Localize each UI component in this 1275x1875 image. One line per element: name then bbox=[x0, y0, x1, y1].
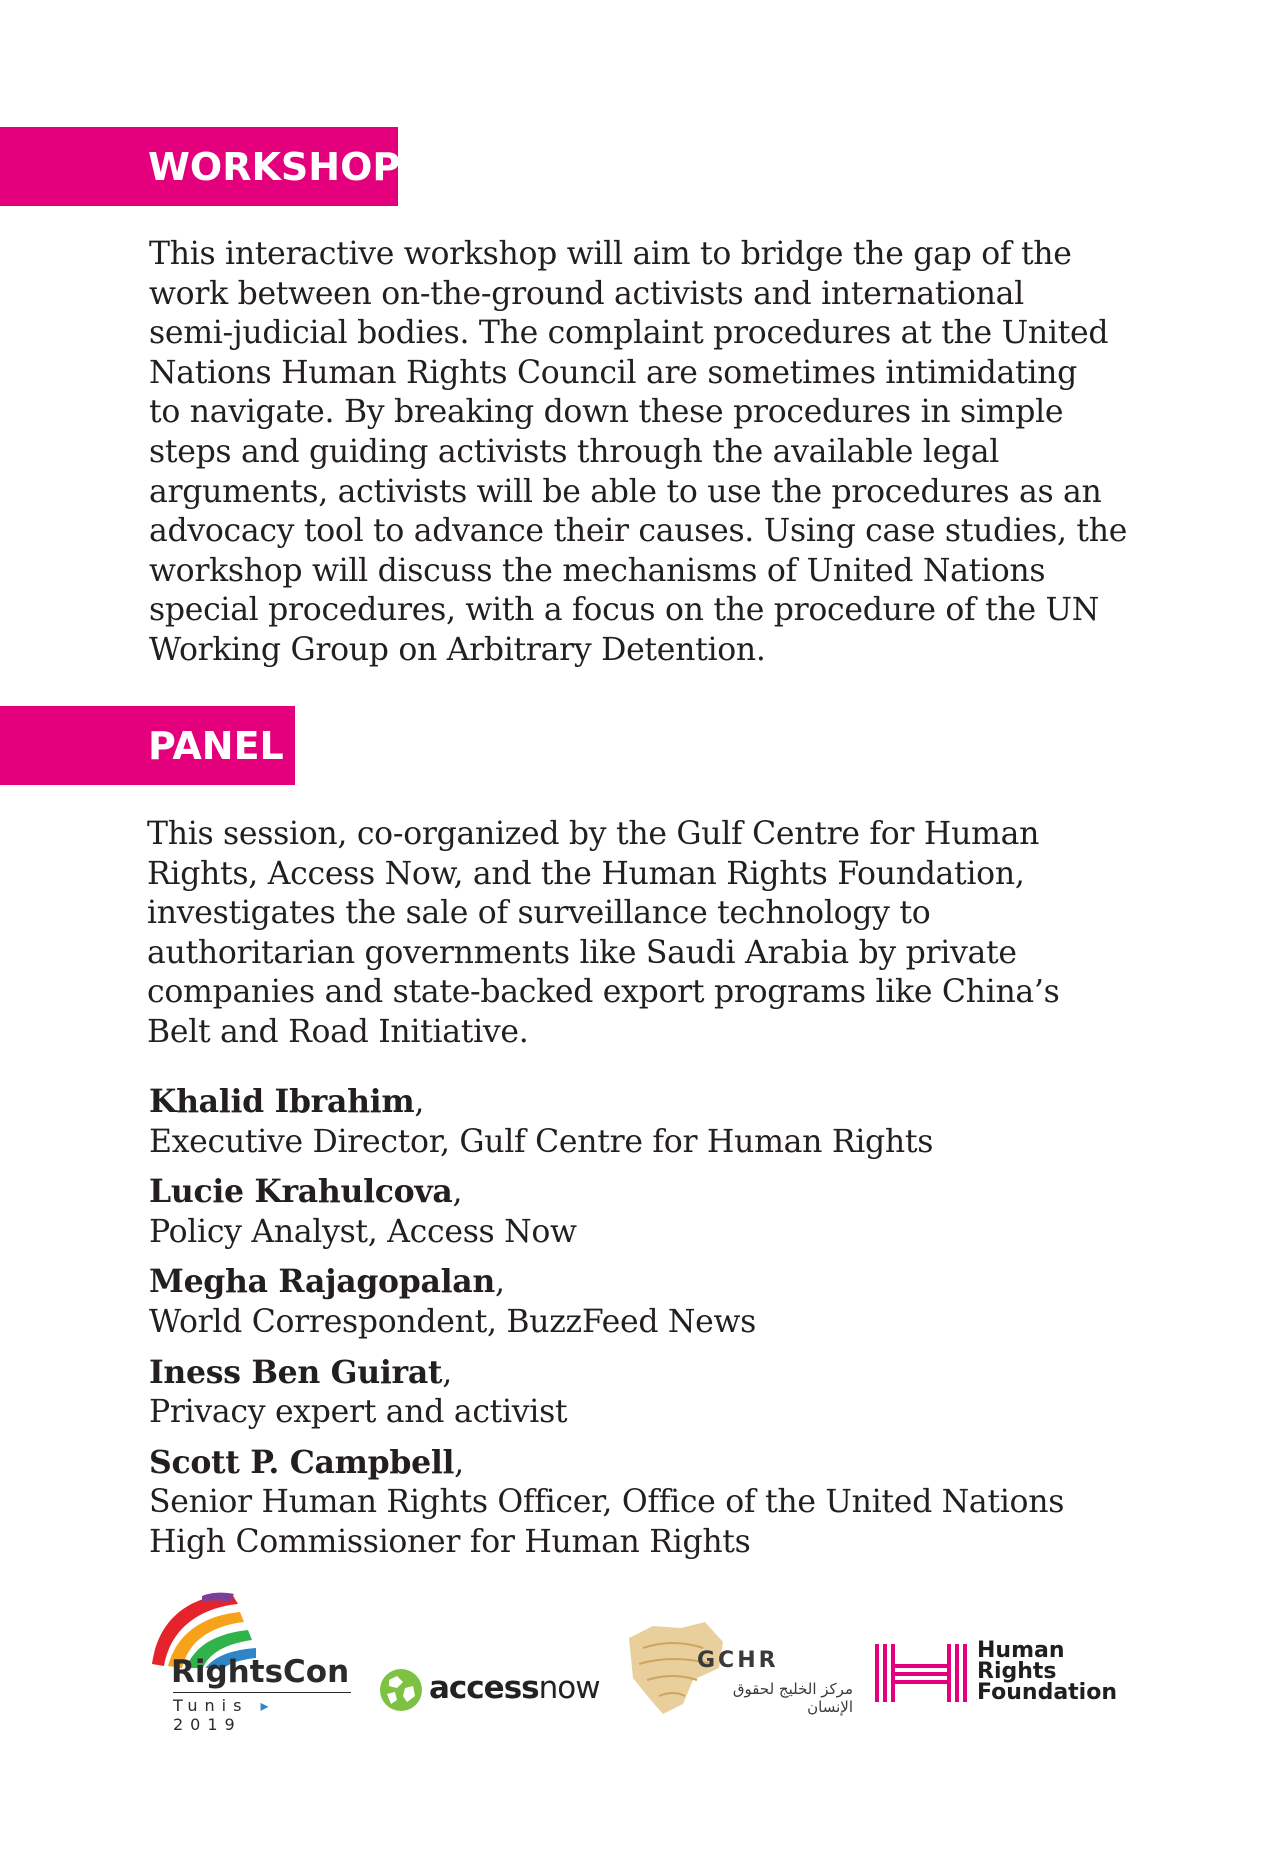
panel-text-line: investigates the sale of surveillance technology to bbox=[147, 895, 931, 932]
panel-text-line: Rights, Access Now, and the Human Rights Foundation, bbox=[147, 855, 1025, 892]
speaker-item: Khalid Ibrahim, Executive Director, Gulf Centre for Human Rights bbox=[149, 1082, 1149, 1162]
speaker-item: Megha Rajagopalan, World Correspondent, BuzzFeed News bbox=[149, 1262, 1149, 1342]
rightscon-wordmark: RightsCon bbox=[171, 1654, 350, 1690]
hrf-word-line: Foundation bbox=[977, 1680, 1118, 1705]
speaker-role: Policy Analyst, Access Now bbox=[149, 1213, 577, 1250]
speaker-item: Scott P. Campbell, Senior Human Rights Officer, Office of the United Nations High Commissioner for Human Rights bbox=[149, 1443, 1149, 1563]
workshop-heading-label: WORKSHOP bbox=[148, 144, 401, 189]
workshop-text-line: advocacy tool to advance their causes. Using case studies, the bbox=[149, 513, 1128, 550]
rightscon-city: Tunis bbox=[173, 1696, 249, 1715]
panel-heading bbox=[0, 706, 295, 785]
hrf-wordmark bbox=[977, 1640, 1117, 1703]
rightscon-subline bbox=[173, 1692, 351, 1734]
accessnow-logo bbox=[379, 1668, 619, 1716]
workshop-text-line: steps and guiding activists through the available legal bbox=[149, 433, 1000, 470]
rightscon-logo bbox=[145, 1590, 355, 1734]
accessnow-wordmark bbox=[429, 1670, 600, 1706]
panel-text-line: authoritarian governments like Saudi Arabia by private bbox=[147, 934, 1017, 971]
workshop-text-line: work between on-the-ground activists and international bbox=[149, 275, 1024, 312]
panel-text-line: companies and state-backed export programs like China’s bbox=[147, 974, 1060, 1011]
speaker-role: High Commissioner for Human Rights bbox=[149, 1523, 751, 1560]
speaker-role: Senior Human Rights Officer, Office of the United Nations bbox=[149, 1484, 1065, 1521]
speaker-list bbox=[149, 1082, 1149, 1573]
gchr-arabic-name: مركز الخليج لحقوق الإنسان bbox=[732, 1680, 853, 1716]
speaker-name: Khalid Ibrahim bbox=[149, 1083, 415, 1120]
accessnow-word-light: now bbox=[538, 1670, 600, 1706]
hrf-logo bbox=[873, 1638, 1133, 1712]
workshop-text-line: This interactive workshop will aim to bridge the gap of the bbox=[149, 236, 1072, 272]
workshop-heading bbox=[0, 127, 401, 206]
workshop-text-line: arguments, activists will be able to use the procedures as an bbox=[149, 473, 1102, 510]
partner-logos bbox=[145, 1590, 1135, 1734]
rightscon-year: 2019 bbox=[173, 1715, 242, 1734]
hrf-word-line: Rights bbox=[977, 1659, 1057, 1684]
accessnow-word-bold: access bbox=[429, 1670, 539, 1706]
speaker-name: Scott P. Campbell bbox=[149, 1443, 455, 1481]
accessnow-globe-icon bbox=[379, 1668, 423, 1712]
panel-text-line: This session, co-organized by the Gulf Centre for Human bbox=[147, 816, 1040, 852]
speaker-role: World Correspondent, BuzzFeed News bbox=[149, 1303, 757, 1340]
speaker-name: Iness Ben Guirat bbox=[149, 1353, 443, 1391]
workshop-description bbox=[149, 235, 1149, 671]
workshop-text-line: to navigate. By breaking down these procedures in simple bbox=[149, 394, 1064, 431]
rightscon-arrow-icon: ▸ bbox=[260, 1696, 273, 1715]
hrf-word-line: Human bbox=[977, 1638, 1065, 1663]
speaker-role: Executive Director, Gulf Centre for Human Rights bbox=[149, 1123, 934, 1160]
speaker-item: Lucie Krahulcova, Policy Analyst, Access Now bbox=[149, 1172, 1149, 1252]
workshop-text-line: Nations Human Rights Council are sometimes intimidating bbox=[149, 354, 1077, 391]
panel-description bbox=[147, 815, 1147, 1053]
gchr-logo bbox=[623, 1618, 853, 1718]
gchr-wordmark: GCHR bbox=[697, 1648, 779, 1673]
workshop-text-line: semi-judicial bodies. The complaint procedures at the United bbox=[149, 315, 1109, 352]
panel-heading-label: PANEL bbox=[148, 723, 284, 768]
hrf-mark-icon bbox=[873, 1642, 969, 1704]
panel-text-line: Belt and Road Initiative. bbox=[147, 1013, 529, 1050]
workshop-text-line: Working Group on Arbitrary Detention. bbox=[149, 631, 766, 668]
speaker-item: Iness Ben Guirat, Privacy expert and activist bbox=[149, 1353, 1149, 1433]
speaker-name: Megha Rajagopalan bbox=[149, 1263, 495, 1301]
speaker-name: Lucie Krahulcova bbox=[149, 1173, 453, 1211]
workshop-text-line: workshop will discuss the mechanisms of United Nations bbox=[149, 552, 1046, 589]
workshop-text-line: special procedures, with a focus on the procedure of the UN bbox=[149, 592, 1100, 629]
speaker-role: Privacy expert and activist bbox=[149, 1394, 568, 1431]
